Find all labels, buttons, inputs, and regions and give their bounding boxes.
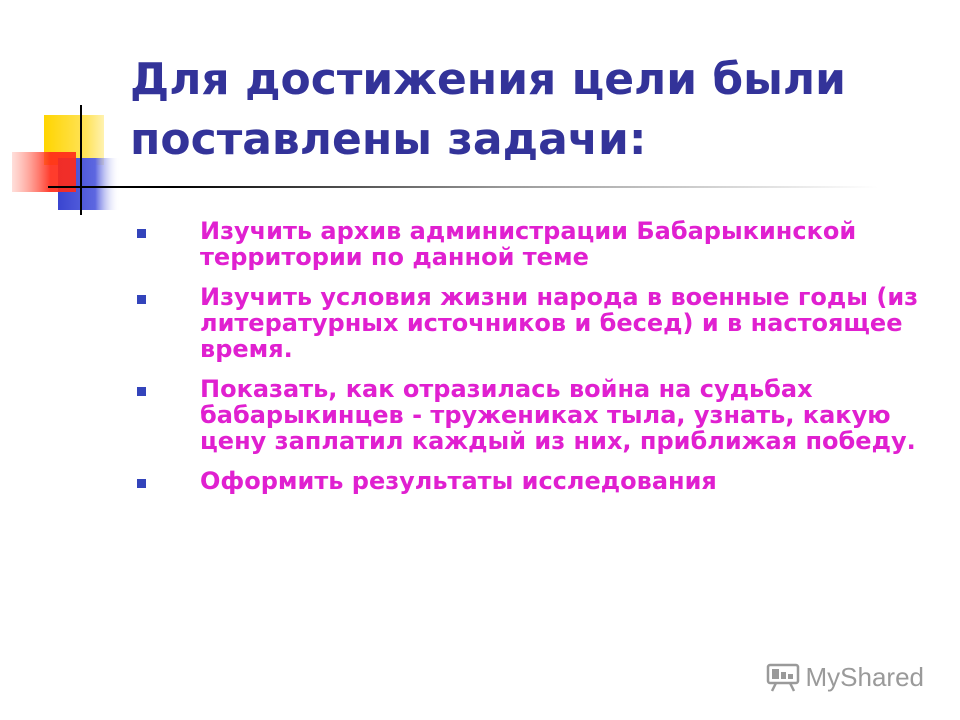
- bullet-square-icon: [137, 479, 146, 488]
- list-item: [130, 218, 940, 270]
- bullet-square-icon: [137, 387, 146, 396]
- bullet-square-icon: [137, 295, 146, 304]
- watermark: [766, 660, 925, 694]
- list-item-text: Оформить результаты исследования: [200, 467, 717, 495]
- presentation-board-icon: [766, 662, 800, 692]
- slide-title: Для достижения цели были поставлены задачи:: [130, 54, 846, 165]
- list-item: [130, 284, 940, 362]
- bullet-square-icon: [137, 229, 146, 238]
- list-item: [130, 376, 940, 454]
- list-item-text: Изучить архив администрации Бабарыкинской территории по данной теме: [200, 217, 857, 271]
- list-item-text: Изучить условия жизни народа в военные годы (из литературных источников и бесед) и в настоящее время.: [200, 283, 919, 363]
- vertical-line: [80, 105, 82, 215]
- task-list: [130, 218, 940, 508]
- list-item-text: Показать, как отразилась война на судьбах бабарыкинцев - тружениках тыла, узнать, какую цену заплатил каждый из них, приближая победу.: [200, 375, 916, 455]
- list-item: [130, 468, 940, 494]
- title-underline: [48, 186, 878, 188]
- watermark-text: MyShared: [805, 661, 924, 692]
